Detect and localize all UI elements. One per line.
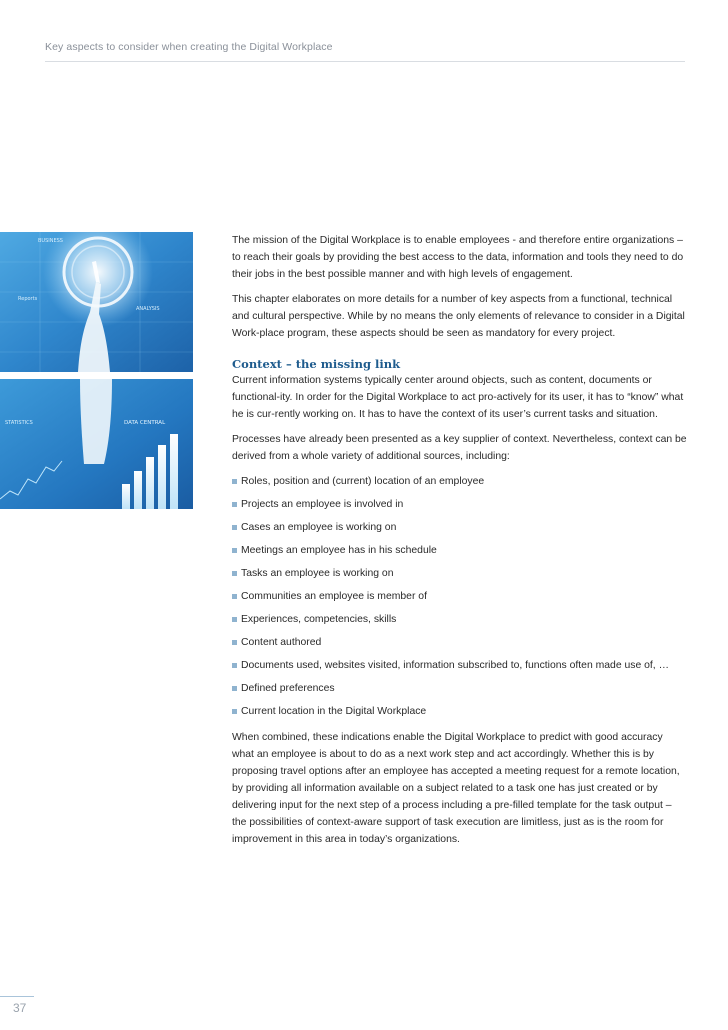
image-label-statistics: STATISTICS xyxy=(5,420,33,426)
main-content xyxy=(232,232,687,856)
square-bullet-icon xyxy=(232,709,237,714)
square-bullet-icon xyxy=(232,663,237,668)
list-item: Current location in the Digital Workplace xyxy=(232,703,687,720)
square-bullet-icon xyxy=(232,548,237,553)
hero-image-bottom xyxy=(0,379,193,509)
square-bullet-icon xyxy=(232,640,237,645)
closing-paragraph: When combined, these indications enable the Digital Workplace to predict with good accuracy what an employee is about to do as a next work step and act accordingly. Whether this is by proposing travel options after an employee has accepted a meeting request for a remote location, by providing all information available on a subject related to a task one has just created or by delivering input for the next step of a process including a pre-filled template for the task output – the possibilities of context-aware support of task execution are limitless, just as is the room for improvement in this area in today’s organizations. xyxy=(232,732,680,845)
image-label-data-central: DATA CENTRAL xyxy=(124,420,166,426)
list-item: Tasks an employee is working on xyxy=(232,565,687,582)
list-item: Defined preferences xyxy=(232,680,687,697)
list-item: Cases an employee is working on xyxy=(232,519,687,536)
list-item: Documents used, websites visited, information subscribed to, functions often made use of, … xyxy=(232,657,687,674)
page-number: 37 xyxy=(13,1001,27,1015)
context-sources-list xyxy=(232,473,687,720)
image-label-analysis: ANALYSIS xyxy=(136,306,160,312)
square-bullet-icon xyxy=(232,571,237,576)
page-number-divider xyxy=(0,996,34,997)
square-bullet-icon xyxy=(232,479,237,484)
list-item: Projects an employee is involved in xyxy=(232,496,687,513)
image-label-business: BUSINESS xyxy=(38,238,63,244)
square-bullet-icon xyxy=(232,594,237,599)
intro-paragraph-chapter: This chapter elaborates on more details for a number of key aspects from a functional, technical and cultural perspective. While by no means the only elements of relevance to consider in a Digital Work-place program, these aspects should be seen as mandatory for every project. xyxy=(232,294,685,339)
hero-image-top xyxy=(0,232,193,372)
running-header: Key aspects to consider when creating the Digital Workplace xyxy=(45,41,685,62)
image-label-reports: Reports xyxy=(18,296,38,302)
section-paragraph-current-systems: Current information systems typically center around objects, such as content, documents or functional-ity. In order for the Digital Workplace to act pro-actively for its user, it has to “know” what he is cur-rently working on. It has to have the context of its user’s current tasks and situation. xyxy=(232,375,684,420)
square-bullet-icon xyxy=(232,686,237,691)
square-bullet-icon xyxy=(232,525,237,530)
list-item: Content authored xyxy=(232,634,687,651)
square-bullet-icon xyxy=(232,617,237,622)
square-bullet-icon xyxy=(232,502,237,507)
intro-paragraph-mission: The mission of the Digital Workplace is to enable employees - and therefore entire organizations – to reach their goals by providing the best access to the data, information and tools they need to do their jobs in the best possible manner and with high levels of engagement. xyxy=(232,235,684,280)
section-paragraph-processes: Processes have already been presented as a key supplier of context. Nevertheless, context can be derived from a whole variety of additional sources, including: xyxy=(232,434,687,462)
list-item: Roles, position and (current) location of an employee xyxy=(232,473,687,490)
list-item: Experiences, competencies, skills xyxy=(232,611,687,628)
list-item: Meetings an employee has in his schedule xyxy=(232,542,687,559)
section-title-context: Context – the missing link xyxy=(232,357,401,371)
list-item: Communities an employee is member of xyxy=(232,588,687,605)
